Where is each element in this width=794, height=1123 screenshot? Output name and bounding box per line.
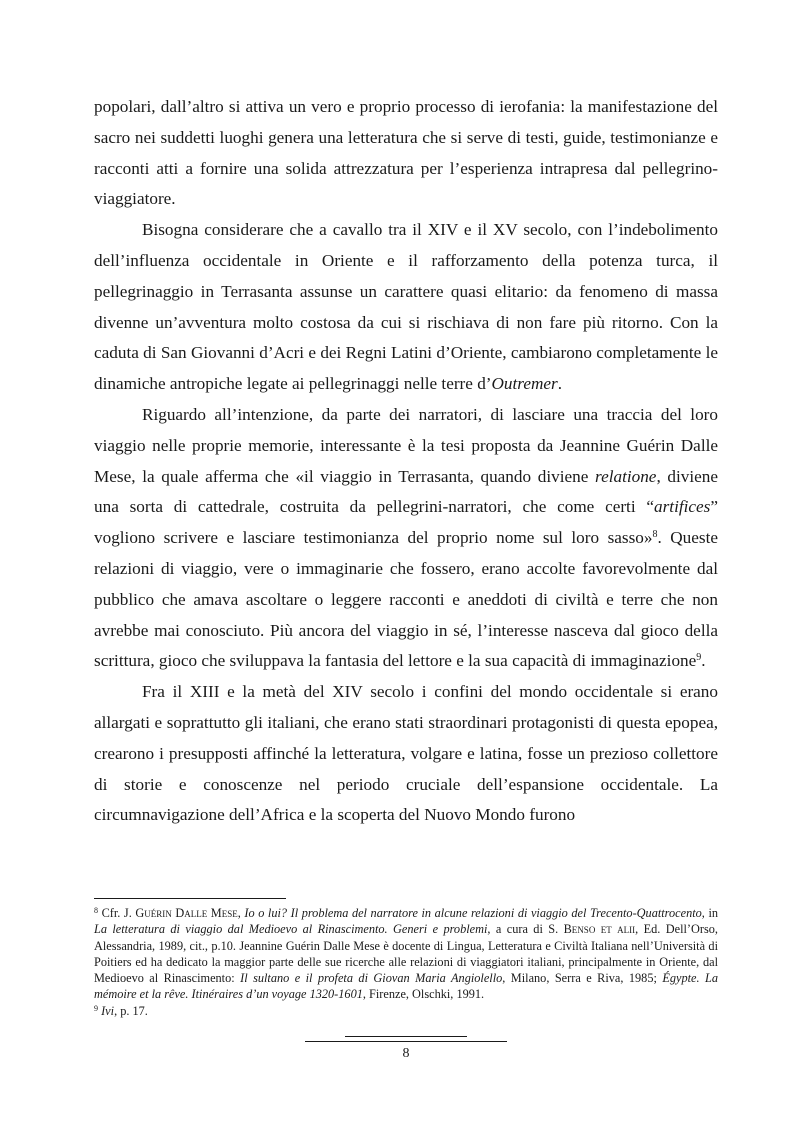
paragraph-2 bbox=[94, 215, 718, 400]
footnote-8-number: 8 bbox=[94, 906, 98, 915]
paragraph-1-text: popolari, dall’altro si attiva un vero e proprio processo di ierofania: la manifestazione del sacro nei suddetti luoghi genera una letteratura che si serve di testi, guide, testimonianze e racconti atti a fornire una solida attrezzatura per l’esperienza intrapresa dal pellegrino-viaggiatore. bbox=[94, 97, 718, 209]
paragraph-2-text: Bisogna considerare che a cavallo tra il XIV e il XV secolo, con l’indebolimento dell’influenza occidentale in Oriente e il rafforzamento della potenza turca, il pellegrinaggio in Terrasanta assunse un carattere quasi elitario: da fenomeno di massa divenne un’avventura molto costosa da cui si rischiava di non fare più ritorno. Con la caduta di San Giovanni d’Acri e dei Regni Latini d’Oriente, cambiarono completamente le dinamiche antropiche legate ai pellegrinaggi nelle terre d’ bbox=[94, 220, 718, 394]
italic-outremer: Outremer bbox=[491, 374, 558, 394]
footnote-8-title-2: La letteratura di viaggio dal Medioevo al Rinascimento. Generi e problemi bbox=[94, 922, 488, 937]
footnote-8-title-4: Égypte. La mémoire et la rêve. Itinéraires d’un voyage 1320-1601 bbox=[94, 971, 718, 1002]
footnote-8-text-c: , in bbox=[701, 906, 719, 920]
footnote-8-text-g: , Firenze, Olschki, 1991. bbox=[362, 987, 485, 1002]
paragraph-3-text-c: ” vogliono scrivere e lasciare testimonianza del proprio nome sul loro sasso» bbox=[94, 497, 718, 548]
page-number: 8 bbox=[402, 1046, 410, 1061]
paragraph-2-end: . bbox=[557, 374, 563, 394]
italic-relatione: relatione bbox=[595, 466, 657, 486]
footnote-9-number: 9 bbox=[94, 1003, 98, 1013]
page-number-rule-bottom bbox=[305, 1041, 507, 1042]
footnote-9-ivi: Ivi bbox=[101, 1003, 115, 1018]
paragraph-4 bbox=[94, 677, 718, 831]
footnotes bbox=[94, 905, 718, 1019]
paragraph-3-end: . bbox=[701, 651, 706, 671]
paragraph-3-text-b: , diviene una sorta di cattedrale, costruita da pellegrini-narratori, che come certi “ bbox=[94, 466, 718, 517]
footnote-8-text-d: , a cura di S. bbox=[487, 922, 564, 937]
footnote-ref-8[interactable]: 8 bbox=[652, 529, 658, 541]
footnote-8-text-f: , Milano, Serra e Riva, 1985; bbox=[502, 971, 663, 986]
paragraph-3 bbox=[94, 400, 718, 677]
footnote-8-text-b: , bbox=[237, 906, 245, 920]
paragraph-1 bbox=[94, 92, 718, 215]
footnote-8 bbox=[94, 905, 718, 1003]
italic-artifices: artifices bbox=[654, 497, 711, 517]
paragraph-3-text-d: . Queste relazioni di viaggio, vere o immaginarie che fossero, erano accolte favorevolmente dal pubblico che amava ascoltare o leggere racconti e aneddoti di civiltà e terre che non avrebbe mai conosciuto. Più ancora del viaggio in sé, l’interesse nasceva dal gioco della scrittura, gioco che sviluppava la fantasia del lettore e la sua capacità di immaginazione bbox=[94, 528, 718, 671]
footnote-9 bbox=[94, 1003, 718, 1019]
paragraph-3-text-a: Riguardo all’intenzione, da parte dei narratori, di lasciare una traccia del loro viaggio nelle proprie memorie, interessante è la tesi proposta da Jeannine Guérin Dalle Mese, la quale afferma che «il viaggio in Terrasanta, quando diviene bbox=[94, 404, 718, 486]
paragraph-4-text: Fra il XIII e la metà del XIV secolo i confini del mondo occidentale si erano allargati e soprattutto gli italiani, che erano stati straordinari protagonisti di questa epopea, crearono i presupposti affinché la letteratura, volgare e latina, fosse un prezioso collettore di storie e conoscenze nel periodo cruciale dell’espansione occidentale. La circumnavigazione dell’Africa e la scoperta del Nuovo Mondo furono bbox=[94, 682, 718, 825]
footnote-9-text: , p. 17. bbox=[114, 1003, 148, 1018]
footnote-8-title-3: Il sultano e il profeta di Giovan Maria Angiolello bbox=[240, 971, 503, 986]
footnote-8-text-a: Cfr. J. bbox=[98, 906, 136, 920]
footnote-separator bbox=[94, 898, 286, 899]
body-text bbox=[94, 92, 718, 831]
page-number-rule-top bbox=[345, 1036, 467, 1037]
footnote-8-text-e: , Ed. Dell’Orso, Alessandria, 1989, cit., p.10. Jeannine Guérin Dalle Mese è docente di Lingua, Letteratura e Civiltà Italiana nell’Università di Poitiers ed ha dedicato la maggior parte delle sue ricerche alle relazioni di viaggiatori italiani, principalmente in Oriente, dal Medioevo al Rinascimento: bbox=[94, 922, 718, 986]
footnote-ref-9[interactable]: 9 bbox=[696, 652, 702, 664]
footnote-8-title-1: Io o lui? Il problema del narratore in alcune relazioni di viaggio del Trecento-Quattrocento bbox=[244, 906, 702, 920]
footnote-8-editor: Benso et alii bbox=[563, 922, 636, 937]
footnote-8-author: Guérin Dalle Mese bbox=[135, 906, 238, 920]
